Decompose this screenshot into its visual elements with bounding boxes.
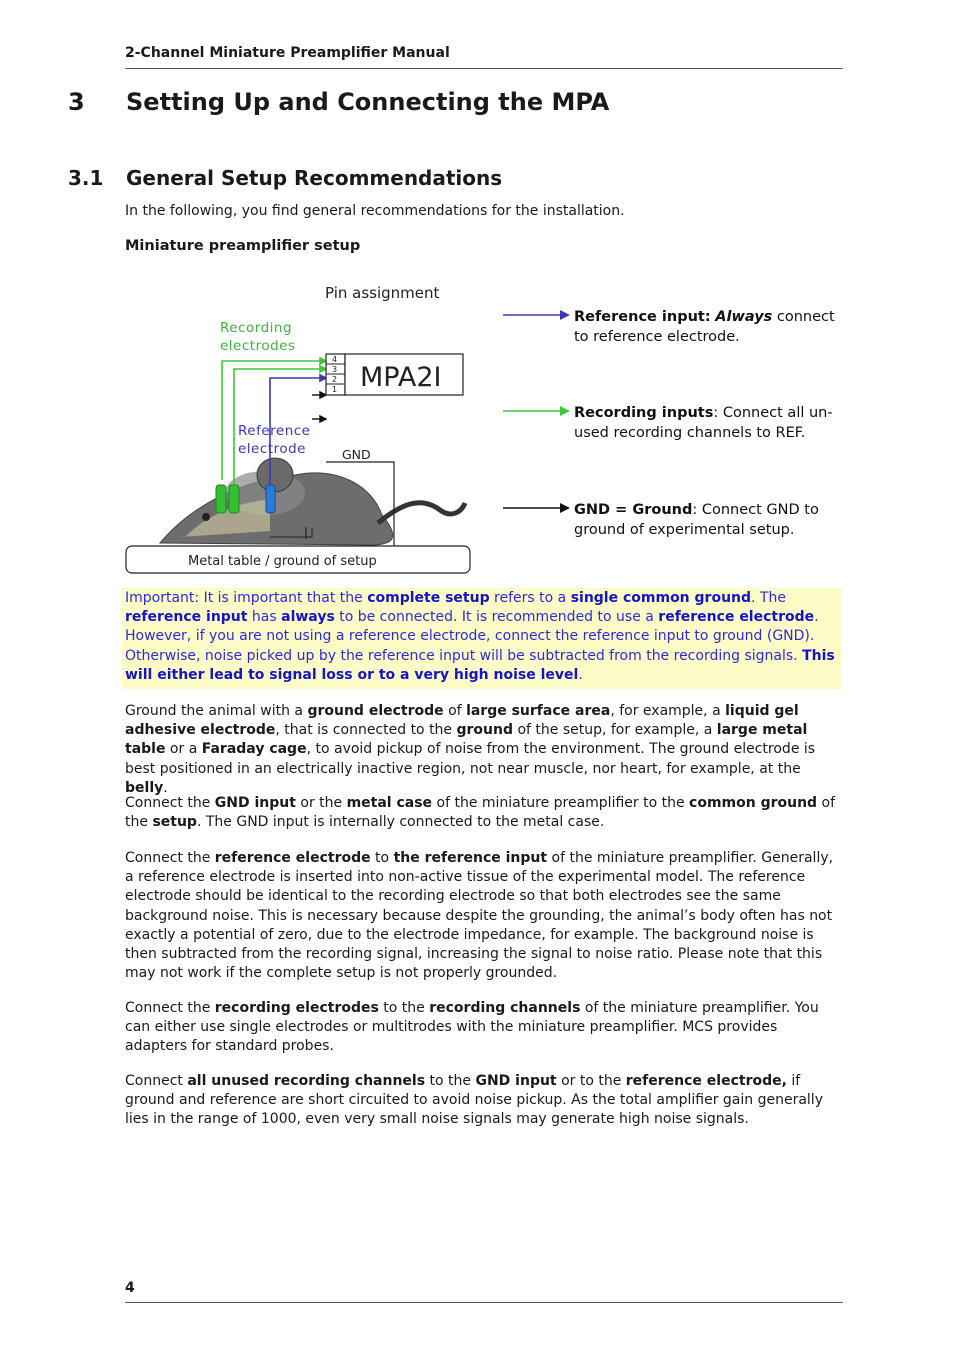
reference-label-1: Reference <box>238 423 311 439</box>
legend-reference-line1: Reference input: Always connect <box>574 309 835 325</box>
paragraph-ground-animal: Ground the animal with a ground electrode of large surface area, for example, a liquid gel adhesive electrode, that is connected to the ground of the setup, for example, a large metal table or a Faraday cage, to avoid pickup of noise from the environment. The ground electrode is best positioned in an electrically inactive region, not near muscle, nor heart, for example, at the belly. <box>125 703 816 796</box>
chapter-number: 3 <box>68 88 85 116</box>
pin-3: 3 <box>332 365 338 374</box>
legend-ground-line1: GND = Ground: Connect GND to <box>574 502 819 518</box>
legend-reference-line2: to reference electrode. <box>574 329 740 345</box>
paragraph-reference-electrode: Connect the reference electrode to the reference input of the miniature preamplifier. Generally, a reference electrode is inserted into non-active tissue of the experimental model. The reference electrode should be identical to the recording electrode so that both electrodes see the same background noise. This is necessary because despite the grounding, the animal’s body often has not exactly a potential of zero, due to the electrode impedance, for example. The background noise is then subtracted from the recording signal, increasing the signal to noise ratio. Please note that this may not work if the complete setup is not properly grounded. <box>125 850 834 982</box>
legend-recording-line2: used recording channels to REF. <box>574 425 806 441</box>
chapter-heading <box>68 88 609 116</box>
important-note: Important: It is important that the complete setup refers to a single common ground. The reference input has always to be connected. It is recommended to use a reference electrode. However, if you are not using a reference electrode, connect the reference input to ground (GND). Otherwise, noise picked up by the reference input will be subtracted from the recording signals. This will either lead to signal loss or to a very high noise level. <box>122 588 842 689</box>
gnd-label: GND <box>342 447 371 462</box>
pin-1: 1 <box>332 385 338 394</box>
header-rule <box>125 68 843 69</box>
legend-ground-line2: ground of experimental setup. <box>574 522 795 538</box>
recording-label-1: Recording <box>220 320 293 336</box>
intro-text: In the following, you find general recommendations for the installation. <box>125 203 625 219</box>
chapter-title: Setting Up and Connecting the MPA <box>126 88 610 116</box>
paragraph-recording-electrodes: Connect the recording electrodes to the recording channels of the miniature preamplifier. You can either use single electrodes or multitrodes with the miniature preamplifier. MCS provides adapters for standard probes. <box>125 1000 819 1055</box>
recording-label-2: electrodes <box>220 338 296 354</box>
pin-assignment-label: Pin assignment <box>325 284 440 302</box>
legend-arrows <box>503 310 570 513</box>
table-label: Metal table / ground of setup <box>188 554 377 569</box>
legend-recording-line1: Recording inputs: Connect all un- <box>574 405 833 421</box>
pin-4: 4 <box>332 355 338 364</box>
paragraph-unused-channels: Connect all unused recording channels to the GND input or to the reference electrode, if ground and reference are short circuited to avoid noise pickup. As the total amplifier gain generally lies in the range of 1000, even very small noise signals may generate high noise signals. <box>125 1073 823 1128</box>
section-heading <box>68 166 502 190</box>
page-number: 4 <box>125 1280 135 1296</box>
figure-heading: Miniature preamplifier setup <box>125 238 361 254</box>
section-number: 3.1 <box>68 166 104 190</box>
reference-label-2: electrode <box>238 441 306 457</box>
footer-rule <box>125 1302 843 1303</box>
section-title: General Setup Recommendations <box>126 166 503 190</box>
running-header: 2-Channel Miniature Preamplifier Manual <box>125 45 450 61</box>
paragraph-gnd-input: Connect the GND input or the metal case of the miniature preamplifier to the common ground of the setup. The GND input is internally connected to the metal case. <box>125 795 836 831</box>
setup-diagram <box>120 275 840 577</box>
device-label: MPA2I <box>360 362 442 393</box>
pin-2: 2 <box>332 375 338 384</box>
